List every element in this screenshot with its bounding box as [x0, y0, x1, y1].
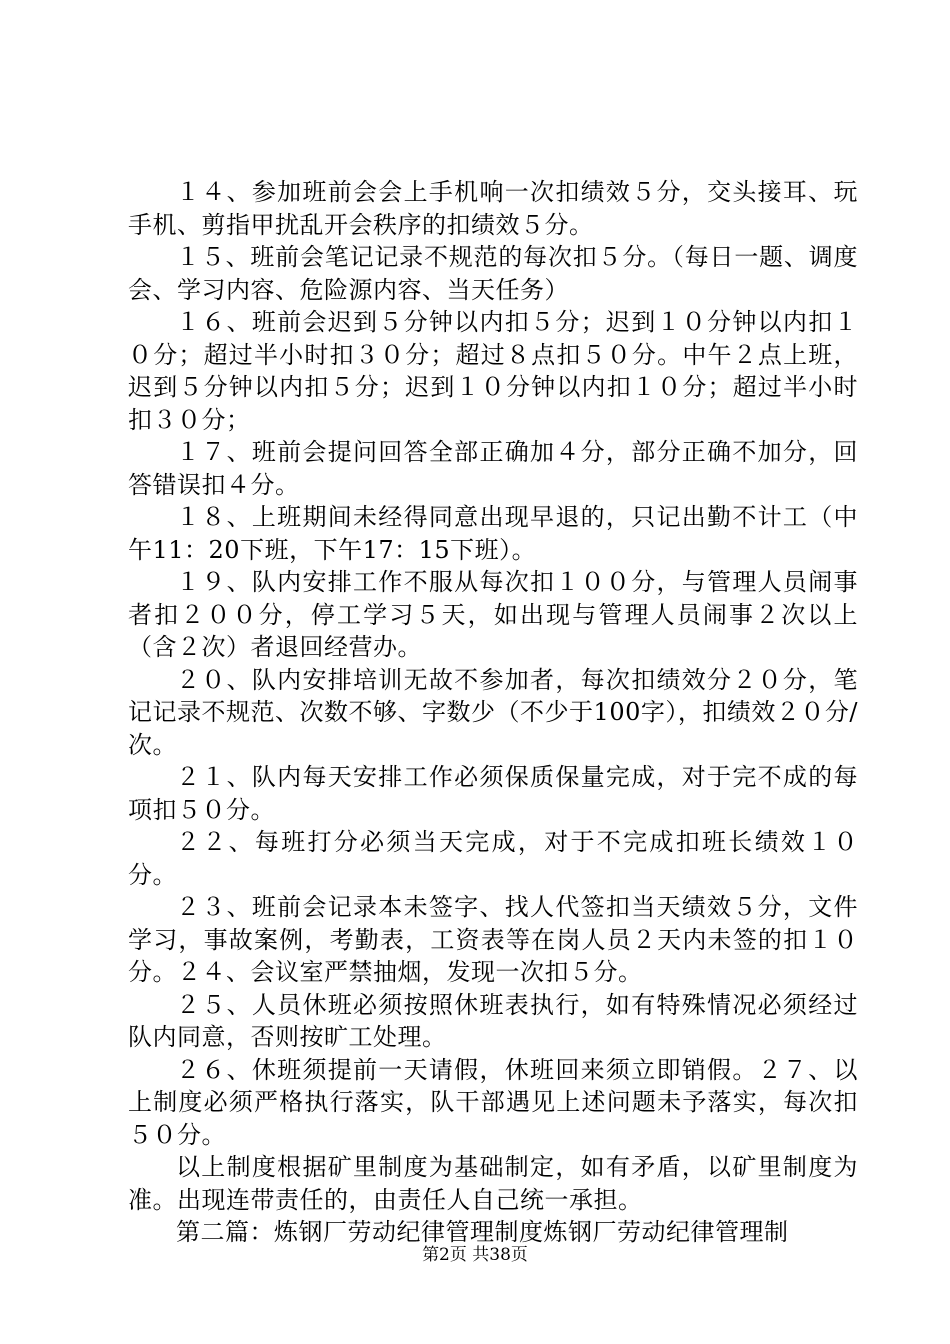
paragraph-rule-17: １７、班前会提问回答全部正确加４分，部分正确不加分，回答错误扣４分。 [128, 438, 858, 499]
paragraph-rule-25: ２５、人员休班必须按照休班表执行，如有特殊情况必须经过队内同意，否则按旷工处理。 [128, 990, 858, 1051]
page-footer: 第2页 共38页 [422, 1245, 528, 1265]
paragraph-rule-14: １４、参加班前会会上手机响一次扣绩效５分，交头接耳、玩手机、剪指甲扰乱开会秩序的扣绩效５分。 [128, 178, 858, 239]
paragraph-rule-19: １９、队内安排工作不服从每次扣１００分，与管理人员闹事者扣２００分，停工学习５天，如出现与管理人员闹事２次以上（含２次）者退回经营办。 [128, 568, 858, 661]
paragraph-rule-22: ２２、每班打分必须当天完成，对于不完成扣班长绩效１０分。 [128, 828, 858, 889]
paragraph-rule-20: ２０、队内安排培训无故不参加者，每次扣绩效分２０分，笔记记录不规范、次数不够、字数少（不少于100字），扣绩效２０分/次。 [128, 665, 858, 759]
paragraph-rule-21: ２１、队内每天安排工作必须保质保量完成，对于完不成的每项扣５０分。 [128, 763, 858, 824]
paragraph-section-heading: 第二篇：炼钢厂劳动纪律管理制度炼钢厂劳动纪律管理制 [176, 1218, 789, 1246]
paragraph-rule-15: １５、班前会笔记记录不规范的每次扣５分。（每日一题、调度会、学习内容、危险源内容、当天任务） [128, 243, 858, 304]
paragraph-rule-23-24: ２３、班前会记录本未签字、找人代签扣当天绩效５分，文件学习，事故案例，考勤表，工资表等在岗人员２天内未签的扣１０分。２４、会议室严禁抽烟，发现一次扣５分。 [128, 893, 858, 986]
paragraph-rule-26-27: ２６、休班须提前一天请假，休班回来须立即销假。２７、以上制度必须严格执行落实，队干部遇见上述问题未予落实，每次扣５０分。 [128, 1055, 858, 1149]
paragraph-rule-16: １６、班前会迟到５分钟以内扣５分；迟到１０分钟以内扣１０分；超过半小时扣３０分；超过８点扣５０分。中午２点上班，迟到５分钟以内扣５分；迟到１０分钟以内扣１０分；超过半小时扣３０分； [128, 308, 858, 434]
document-body [128, 176, 858, 1249]
paragraph-rule-18: １８、上班期间未经得同意出现早退的，只记出勤不计工（中午11：20下班，下午17：15下班）。 [128, 503, 858, 564]
paragraph-closing-note: 以上制度根据矿里制度为基础制定，如有矛盾，以矿里制度为准。出现连带责任的，由责任人自己统一承担。 [128, 1153, 858, 1214]
